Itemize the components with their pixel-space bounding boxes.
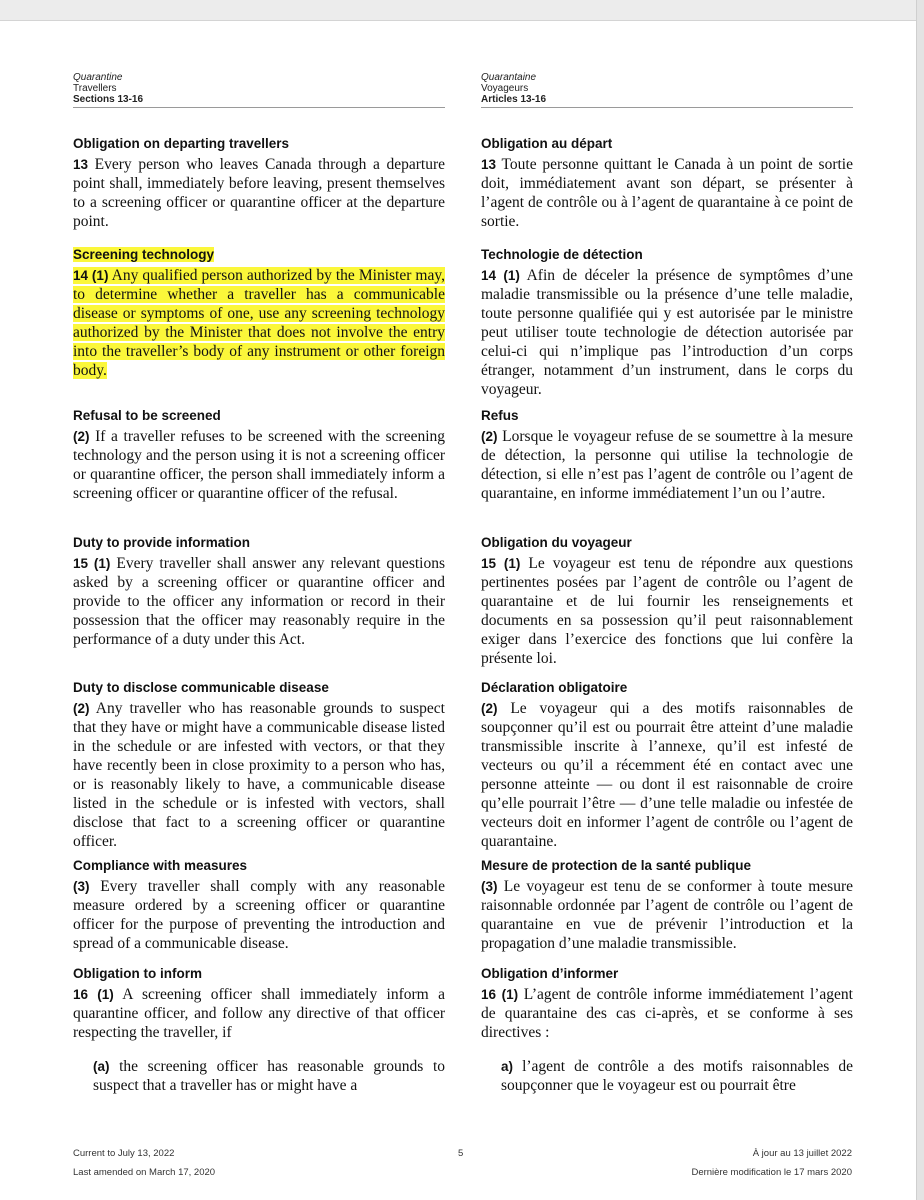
running-head-title: Quarantaine [481,72,537,83]
section-15-3 [73,857,445,953]
section-text [481,877,853,953]
section-heading: Obligation d’informer [481,966,619,981]
article-16-a [481,1057,853,1095]
section-text [73,266,445,380]
article-15-2 [481,679,853,851]
section-heading: Technologie de détection [481,247,643,262]
highlighted-heading: Screening technology [73,247,215,262]
section-text [481,1057,853,1095]
section-body: Le voyageur est tenu de répondre aux questions pertinentes posées par l’agent de contrôle ou l’agent de quarantaine et de lui fournir les renseignements et documents en sa possession qu’il peut raisonnablement exiger dans l’exercice des fonctions que lui confère la présente loi. [481,555,854,667]
footer-amended-en: Last amended on March 17, 2020 [73,1167,216,1178]
running-head-subtitle: Travellers [73,83,117,94]
section-number: (2) [481,429,498,444]
section-body: Every traveller shall comply with any reasonable measure ordered by a screening officer or quarantine officer for the purpose of preventing the introduction and spread of a communicable disease. [73,878,445,952]
section-body: If a traveller refuses to be screened with the screening technology and the person using it is not a screening officer or quarantine officer, the person shall immediately inform a screening officer or quarantine officer of the refusal. [73,428,446,502]
window-top-bar [0,0,924,21]
section-body: Le voyageur est tenu de se conformer à toute mesure raisonnable ordonnée par l’agent de contrôle ou l’agent de quarantaine en vue de prévenir l’introduction et la propagation d’une maladie transmissible. [481,878,854,952]
section-text [73,155,445,231]
article-15 [481,534,853,668]
section-heading: Obligation au départ [481,136,613,151]
section-number: 16 (1) [73,987,114,1002]
running-head-subtitle: Voyageurs [481,83,529,94]
section-number: 13 [481,157,497,172]
section-15 [73,534,445,649]
section-13 [73,135,445,231]
page-number: 5 [458,1148,464,1159]
footer-amended-fr: Dernière modification le 17 mars 2020 [691,1167,852,1178]
section-heading: Déclaration obligatoire [481,680,628,695]
section-text [481,699,853,851]
section-number: 16 (1) [481,987,519,1002]
section-heading: Obligation to inform [73,966,202,981]
running-head-fr [481,72,546,105]
section-number: 14 (1) [73,268,109,283]
section-heading: Mesure de protection de la santé publique [481,858,752,873]
running-head-sections: Articles 13-16 [481,94,547,105]
section-text [481,985,853,1042]
running-head-sections: Sections 13-16 [73,94,144,105]
section-number: 14 (1) [481,268,520,283]
section-number: (2) [481,701,498,716]
section-14-2 [73,407,445,503]
section-text [481,155,853,231]
section-heading: Duty to provide information [73,535,250,550]
section-heading: Refus [481,408,519,423]
article-15-3 [481,857,853,953]
section-body: Every person who leaves Canada through a departure point shall, immediately before leaving, present themselves to a screening officer or quarantine officer at the departure point. [73,156,445,230]
section-text [73,877,445,953]
section-text [73,554,445,649]
section-text [481,266,853,399]
section-heading [73,246,445,263]
footer-current-en: Current to July 13, 2022 [73,1148,175,1159]
footer-current-fr: À jour au 13 juillet 2022 [752,1148,852,1159]
section-body: L’agent de contrôle informe immédiatement l’agent de quarantaine des cas ci-après, et se conforme à ses directives : [481,986,853,1041]
section-body: l’agent de contrôle a des motifs raisonnables de soupçonner que le voyageur est ou pourrait être [501,1058,854,1094]
paragraph-letter: (a) [93,1059,110,1074]
highlighted-text [73,267,445,379]
section-text [73,699,445,851]
header-divider [481,107,853,108]
article-14 [481,246,853,399]
section-text [481,554,853,668]
section-number: 13 [73,157,89,172]
section-text [73,985,445,1042]
running-head-en [73,72,143,105]
section-number: 15 (1) [481,556,521,571]
running-head-title: Quarantine [73,72,123,83]
section-16-a [73,1057,445,1095]
section-body: Toute personne quittant le Canada à un point de sortie doit, immédiatement avant son départ, se présenter à l’agent de contrôle ou à l’agent de quarantaine à ce point de sortie. [481,156,853,230]
section-text [73,1057,445,1095]
section-heading: Duty to disclose communicable disease [73,680,329,695]
section-text [481,427,853,503]
section-body: Any traveller who has reasonable grounds to suspect that they have or might have a communicable disease listed in the schedule or are infested with vectors, or that they have recently been in close proximity to a person who has, or is reasonably likely to have, a communicable disease listed in the schedule or is infested with vectors, shall disclose that fact to a screening officer or quarantine officer. [73,700,445,850]
article-14-2 [481,407,853,503]
section-heading: Obligation du voyageur [481,535,632,550]
section-body: Any qualified person authorized by the Minister may, to determine whether a traveller has a communicable disease or symptoms of one, use any screening technology authorized by the Minister that does not involve the entry into the traveller’s body of any instrument or other foreign body. [73,267,445,379]
section-number: (3) [73,879,90,894]
section-body: Every traveller shall answer any relevant questions asked by a screening officer or quarantine officer and provide to the officer any information or record in their possession that the officer may reasonably require in the performance of a duty under this Act. [73,555,445,648]
section-body: Le voyageur qui a des motifs raisonnables de soupçonner qu’il est ou pourrait être atteint d’une maladie transmissible inscrite à l’annexe, qu’il est infesté de vecteurs ou qu’il a récemment été en contact avec une personne atteinte — ou dont il est raisonnable de croire qu’elle pourrait l’être — d’une telle maladie ou infestée de vecteurs doit en informer l’agent de contrôle ou l’agent de quarantaine. [481,700,854,850]
section-number: (2) [73,429,90,444]
article-16 [481,965,853,1042]
paragraph-letter: a) [501,1059,514,1074]
section-text [73,427,445,503]
section-15-2 [73,679,445,851]
section-body: Lorsque le voyageur refuse de se soumettre à la mesure de détection, la personne qui utilise la technologie de détection, si elle n’est pas l’agent de contrôle ou l’agent de quarantaine, en informe immédiatement l’un ou l’autre. [481,428,853,502]
section-number: 15 (1) [73,556,111,571]
section-heading: Obligation on departing travellers [73,136,290,151]
article-13 [481,135,853,231]
section-body: A screening officer shall immediately inform a quarantine officer, and follow any directive of that officer respecting the traveller, if [73,986,445,1041]
section-heading: Refusal to be screened [73,408,221,423]
section-16 [73,965,445,1042]
header-divider [73,107,445,108]
section-heading: Compliance with measures [73,858,248,873]
section-number: (3) [481,879,498,894]
section-body: the screening officer has reasonable grounds to suspect that a traveller has or might have a [93,1058,446,1094]
section-number: (2) [73,701,90,716]
section-14-highlighted [73,246,445,380]
scrollbar-track[interactable] [916,0,924,1200]
section-body: Afin de déceler la présence de symptômes d’une maladie transmissible ou la présence d’une telle maladie, toute personne qualifiée qui y est autorisée par le ministre peut utiliser toute technologie de détection autorisée par celui-ci qui n’implique pas l’introduction d’un corps étranger, notamment d’un instrument, dans le corps du voyageur. [481,267,853,398]
